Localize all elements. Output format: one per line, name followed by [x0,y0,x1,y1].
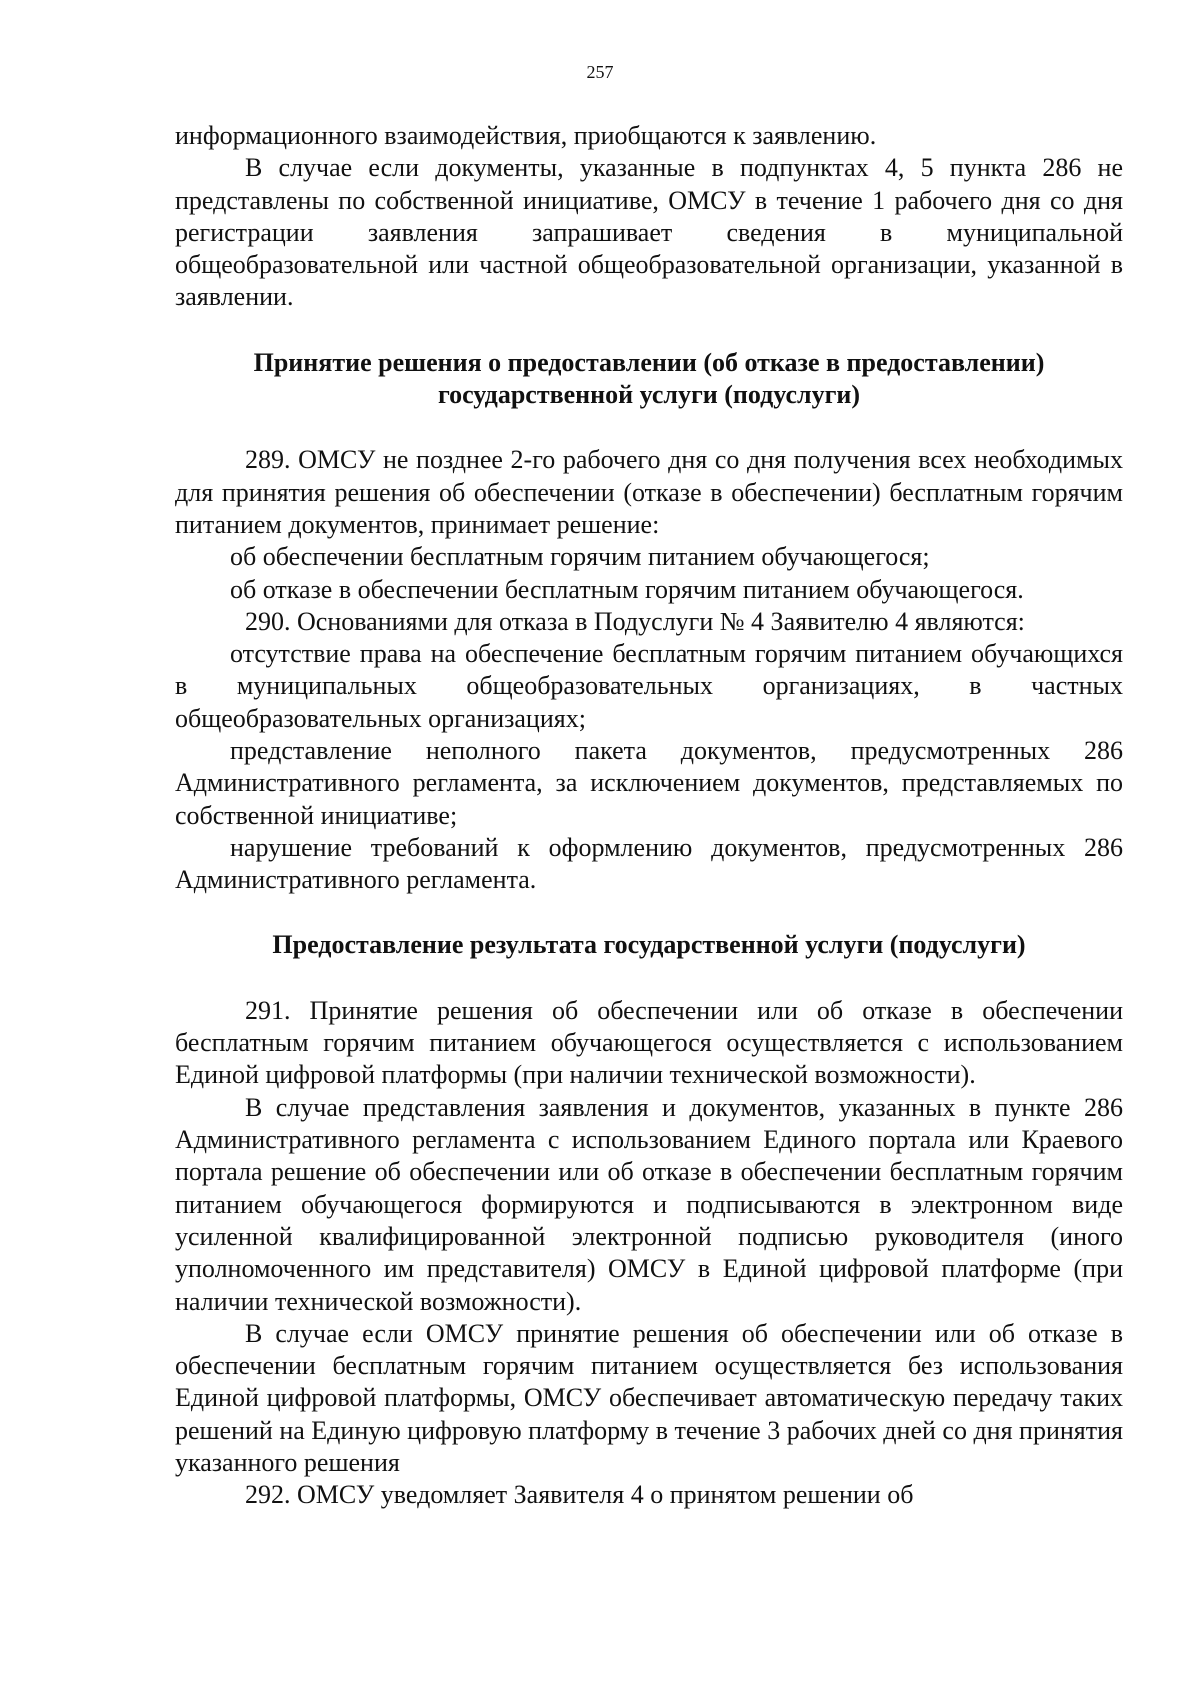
page-number: 257 [586,62,614,82]
paragraph-290-ground-2: представление неполного пакета документов, предусмотренных 286 Административного регламента, за исключением документов, представляемых по собственной инициативе; [175,736,1123,830]
paragraph-292: 292. ОМСУ уведомляет Заявителя 4 о принятом решении об [245,1480,914,1510]
paragraph-290-ground-1: отсутствие права на обеспечение бесплатным горячим питанием обучающихся в муниципальных общеобразовательных организациях, в частных общеобразовательных организациях; [175,639,1123,733]
paragraph-289-option-refuse: об отказе в обеспечении бесплатным горячим питанием обучающегося. [230,574,1024,604]
paragraph-291: 291. Принятие решения об обеспечении или об отказе в обеспечении бесплатным горячим питанием обучающегося осуществляется с использованием Единой цифровой платформы (при наличии технической возможности). [175,995,1123,1090]
document-body [175,120,1123,1512]
section-heading-decision [175,347,1123,412]
paragraph-291-electronic: В случае представления заявления и документов, указанных в пункте 286 Административного регламента с использованием Единого портала или Краевого портала решение об обеспечении или об отказе в обеспечении бесплатным горячим питанием обучающегося формируются и подписываются в электронном виде усиленной квалифицированной электронной подписью руководителя (иного уполномоченного им представителя) ОМСУ в Единой цифровой платформе (при наличии технической возможности). [175,1092,1123,1316]
spacer [175,897,1123,929]
paragraph-289-option-provide: об обеспечении бесплатным горячим питанием обучающегося; [230,542,930,572]
spacer [175,314,1123,347]
heading-line: Предоставление результата государственной услуги (подуслуги) [272,929,1026,959]
section-heading-result [175,929,1123,961]
spacer [175,411,1123,444]
heading-line: Принятие решения о предоставлении (об отказе в предоставлении) [253,347,1045,377]
paragraph-291-without-platform: В случае если ОМСУ принятие решения об обеспечении или об отказе в обеспечении бесплатным горячим питанием осуществляется без использования Единой цифровой платформы, ОМСУ обеспечивает автоматическую передачу таких решений на Единую цифровую платформу в течение 3 рабочих дней со дня принятия указанного решения [175,1318,1123,1477]
spacer [175,961,1123,995]
paragraph-documents-request: В случае если документы, указанные в подпунктах 4, 5 пункта 286 не представлены по собственной инициативе, ОМСУ в течение 1 рабочего дня со дня регистрации заявления запрашивает сведения в муниципальной общеобразовательной или частной общеобразовательной организации, указанной в заявлении. [175,153,1123,312]
heading-line: государственной услуги (подуслуги) [437,380,861,410]
paragraph-289: 289. ОМСУ не позднее 2-го рабочего дня со дня получения всех необходимых для принятия решения об обеспечении (отказе в обеспечении) бесплатным горячим питанием документов, принимает решение: [175,445,1123,539]
paragraph-290-ground-3: нарушение требований к оформлению документов, предусмотренных 286 Административного регламента. [175,832,1123,895]
paragraph-continuation: информационного взаимодействия, приобщаются к заявлению. [175,121,877,150]
paragraph-290: 290. Основаниями для отказа в Подуслуги № 4 Заявителю 4 являются: [245,606,1025,636]
